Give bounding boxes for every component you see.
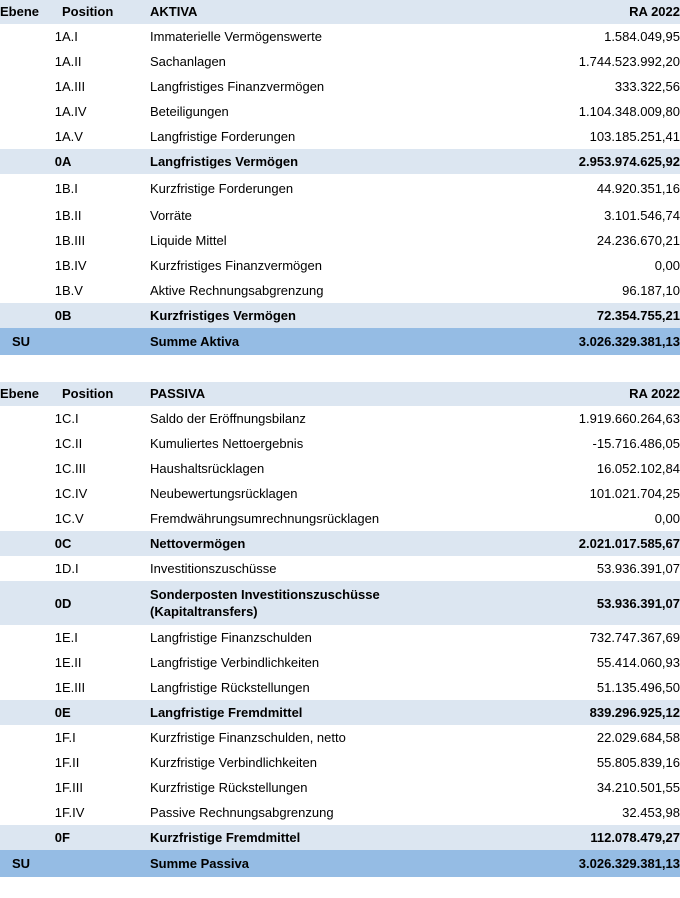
description-line-2: (Kapitaltransfers): [150, 604, 258, 619]
table-row-subtotal: [0, 149, 680, 174]
cell-position: F: [62, 830, 70, 845]
cell-value: 53.936.391,07: [596, 595, 680, 611]
table-row: [0, 174, 680, 203]
cell-ebene: 1: [54, 805, 62, 820]
cell-description: Kurzfristige Finanzschulden, netto: [150, 730, 346, 745]
cell-ebene: 1: [54, 104, 62, 119]
table-row: [0, 456, 680, 481]
cell-ebene: 1: [54, 129, 62, 144]
cell-ebene: 0: [54, 154, 62, 169]
table-row-subtotal: [0, 581, 680, 625]
table-row-subtotal: [0, 700, 680, 725]
cell-description: Nettovermögen: [150, 536, 246, 551]
cell-value: 732.747.367,69: [589, 630, 680, 645]
cell-position: B.I: [62, 181, 78, 196]
table-row: [0, 556, 680, 581]
cell-ebene: 1: [54, 258, 62, 273]
cell-position: E.I: [62, 630, 78, 645]
cell-position: E: [62, 705, 71, 720]
cell-ebene: 0: [54, 308, 62, 323]
table-row: [0, 74, 680, 99]
cell-ebene: 1: [54, 436, 62, 451]
table-row: [0, 203, 680, 228]
cell-ebene: 0: [54, 830, 62, 845]
cell-value: 32.453,98: [622, 805, 680, 820]
cell-value: -15.716.486,05: [592, 436, 680, 451]
cell-description: Langfristige Fremdmittel: [150, 705, 303, 720]
table-row: [0, 431, 680, 456]
cell-description: Langfristige Rückstellungen: [150, 680, 310, 695]
cell-position: C.I: [62, 411, 79, 426]
cell-description: Neubewertungsrücklagen: [150, 486, 298, 501]
table-row: [0, 481, 680, 506]
table-row-subtotal: [0, 825, 680, 850]
cell-ebene: 1: [54, 283, 62, 298]
cell-ebene: 1: [54, 54, 62, 69]
cell-ebene: 1: [54, 79, 62, 94]
cell-value: 1.584.049,95: [604, 29, 680, 44]
cell-position: F.IV: [62, 805, 85, 820]
table-row-total: [0, 850, 680, 877]
cell-description: Langfristige Finanzschulden: [150, 630, 312, 645]
cell-ebene: 1: [54, 755, 62, 770]
cell-value: 55.805.839,16: [596, 755, 680, 770]
cell-ebene: 1: [54, 680, 62, 695]
table-row: [0, 725, 680, 750]
table-row: [0, 253, 680, 278]
cell-value: 3.026.329.381,13: [578, 856, 680, 871]
cell-ebene: 1: [54, 511, 62, 526]
cell-position: B.V: [62, 283, 83, 298]
cell-position: B: [62, 308, 72, 323]
description-line-1: Sonderposten Investitionszuschüsse: [150, 587, 380, 602]
cell-position: B.IV: [62, 258, 87, 273]
table-row: [0, 675, 680, 700]
cell-description: Summe Aktiva: [150, 334, 240, 349]
cell-value: 22.029.684,58: [596, 730, 680, 745]
cell-description: Passive Rechnungsabgrenzung: [150, 805, 334, 820]
cell-value: 1.104.348.009,80: [578, 104, 680, 119]
cell-value: 2.953.974.625,92: [578, 154, 680, 169]
table-row: [0, 124, 680, 149]
cell-description: Kurzfristige Verbindlichkeiten: [150, 755, 317, 770]
cell-value: 2.021.017.585,67: [578, 536, 680, 551]
cell-position: C: [62, 536, 72, 551]
table-row: [0, 625, 680, 650]
cell-position: A: [62, 154, 72, 169]
cell-position: E.II: [62, 655, 82, 670]
cell-position: C.III: [62, 461, 86, 476]
column-header-position: Position: [62, 386, 114, 401]
table-row: [0, 99, 680, 124]
cell-ebene: 1: [54, 181, 62, 196]
cell-value: 333.322,56: [614, 79, 680, 94]
column-header-ebene: Ebene: [0, 386, 40, 401]
column-header-position: Position: [62, 4, 114, 19]
cell-description: Haushaltsrücklagen: [150, 461, 265, 476]
cell-ebene: 0: [54, 595, 62, 611]
cell-description: Saldo der Eröffnungsbilanz: [150, 411, 306, 426]
cell-ebene: 1: [54, 655, 62, 670]
column-header-ra-2022: RA 2022: [629, 386, 680, 401]
cell-value: 3.101.546,74: [604, 208, 680, 223]
cell-ebene: 1: [54, 630, 62, 645]
cell-description: Langfristiges Vermögen: [150, 154, 299, 169]
table-row: [0, 800, 680, 825]
cell-position: F.I: [62, 730, 76, 745]
cell-ebene: 1: [54, 233, 62, 248]
cell-description: Kurzfristige Rückstellungen: [150, 780, 308, 795]
cell-ebene: SU: [12, 334, 31, 349]
cell-value: 1.919.660.264,63: [578, 411, 680, 426]
table-row: [0, 49, 680, 74]
table-row-subtotal: [0, 303, 680, 328]
cell-position: D: [62, 595, 72, 611]
cell-value: 72.354.755,21: [596, 308, 680, 323]
cell-position: E.III: [62, 680, 86, 695]
cell-description: Kurzfristiges Finanzvermögen: [150, 258, 322, 273]
cell-position: C.II: [62, 436, 83, 451]
column-header-passiva: PASSIVA: [150, 386, 206, 401]
cell-position: F.II: [62, 755, 80, 770]
cell-value: 53.936.391,07: [596, 561, 680, 576]
cell-value: 96.187,10: [622, 283, 680, 298]
cell-value: 0,00: [654, 258, 680, 273]
cell-description: Vorräte: [150, 208, 192, 223]
cell-ebene: 1: [54, 29, 62, 44]
cell-value: 112.078.479,27: [590, 830, 680, 845]
cell-position: B.III: [62, 233, 86, 248]
table-row-subtotal: [0, 531, 680, 556]
cell-position: C.V: [62, 511, 84, 526]
column-header-aktiva: AKTIVA: [150, 4, 198, 19]
cell-description: Sachanlagen: [150, 54, 226, 69]
cell-description: Kurzfristiges Vermögen: [150, 308, 296, 323]
cell-value: 24.236.670,21: [596, 233, 680, 248]
aktiva-table-body: [0, 0, 680, 355]
cell-description: Langfristige Verbindlichkeiten: [150, 655, 320, 670]
cell-description: Fremdwährungsumrechnungsrücklagen: [150, 511, 380, 526]
cell-ebene: SU: [12, 856, 31, 871]
cell-description: Beteiligungen: [150, 104, 229, 119]
bottom-rule: [0, 877, 680, 880]
cell-value: 34.210.501,55: [596, 780, 680, 795]
table-spacer: [0, 355, 680, 382]
table-row: [0, 24, 680, 49]
cell-position: A.V: [62, 129, 83, 144]
table-row: [0, 506, 680, 531]
table-row: [0, 278, 680, 303]
cell-description: Kurzfristige Forderungen: [150, 181, 294, 196]
cell-position: [62, 328, 150, 355]
column-header-ebene: Ebene: [0, 4, 40, 19]
cell-position: A.III: [62, 79, 86, 94]
cell-description: Liquide Mittel: [150, 233, 227, 248]
cell-ebene: 1: [54, 208, 62, 223]
cell-description: Summe Passiva: [150, 856, 250, 871]
cell-value: 44.920.351,16: [596, 181, 680, 196]
cell-position: D.I: [62, 561, 79, 576]
cell-ebene: 1: [54, 486, 62, 501]
cell-position: C.IV: [62, 486, 88, 501]
cell-value: 839.296.925,12: [589, 705, 680, 720]
cell-position: [62, 850, 150, 877]
cell-position: A.I: [62, 29, 78, 44]
aktiva-table: [0, 0, 680, 355]
cell-ebene: 1: [54, 411, 62, 426]
cell-ebene: 0: [54, 536, 62, 551]
cell-value: 0,00: [654, 511, 680, 526]
table-row: [0, 750, 680, 775]
cell-position: F.III: [62, 780, 83, 795]
cell-description: Langfristige Forderungen: [150, 129, 296, 144]
cell-value: 16.052.102,84: [596, 461, 680, 476]
table-row: [0, 406, 680, 431]
cell-description: [150, 581, 488, 625]
cell-ebene: 0: [54, 705, 62, 720]
cell-position: A.II: [62, 54, 82, 69]
passiva-header-row: [0, 382, 680, 406]
column-header-ra-2022: RA 2022: [629, 4, 680, 19]
cell-value: 51.135.496,50: [596, 680, 680, 695]
cell-position: A.IV: [62, 104, 87, 119]
cell-value: 3.026.329.381,13: [578, 334, 680, 349]
cell-position: B.II: [62, 208, 82, 223]
cell-description: Aktive Rechnungsabgrenzung: [150, 283, 324, 298]
table-row: [0, 228, 680, 253]
cell-description: Immaterielle Vermögenswerte: [150, 29, 322, 44]
cell-description: Investitionszuschüsse: [150, 561, 277, 576]
aktiva-header-row: [0, 0, 680, 24]
cell-ebene: 1: [54, 780, 62, 795]
table-row: [0, 650, 680, 675]
passiva-table: [0, 382, 680, 877]
passiva-table-body: [0, 382, 680, 877]
table-row: [0, 775, 680, 800]
cell-value: 55.414.060,93: [596, 655, 680, 670]
cell-ebene: 1: [54, 561, 62, 576]
cell-value: 101.021.704,25: [589, 486, 680, 501]
cell-ebene: 1: [54, 461, 62, 476]
cell-description: Kurzfristige Fremdmittel: [150, 830, 301, 845]
table-row-total: [0, 328, 680, 355]
cell-value: 103.185.251,41: [589, 129, 680, 144]
cell-description: Kumuliertes Nettoergebnis: [150, 436, 304, 451]
cell-ebene: 1: [54, 730, 62, 745]
cell-value: 1.744.523.992,20: [578, 54, 680, 69]
cell-description: Langfristiges Finanzvermögen: [150, 79, 325, 94]
